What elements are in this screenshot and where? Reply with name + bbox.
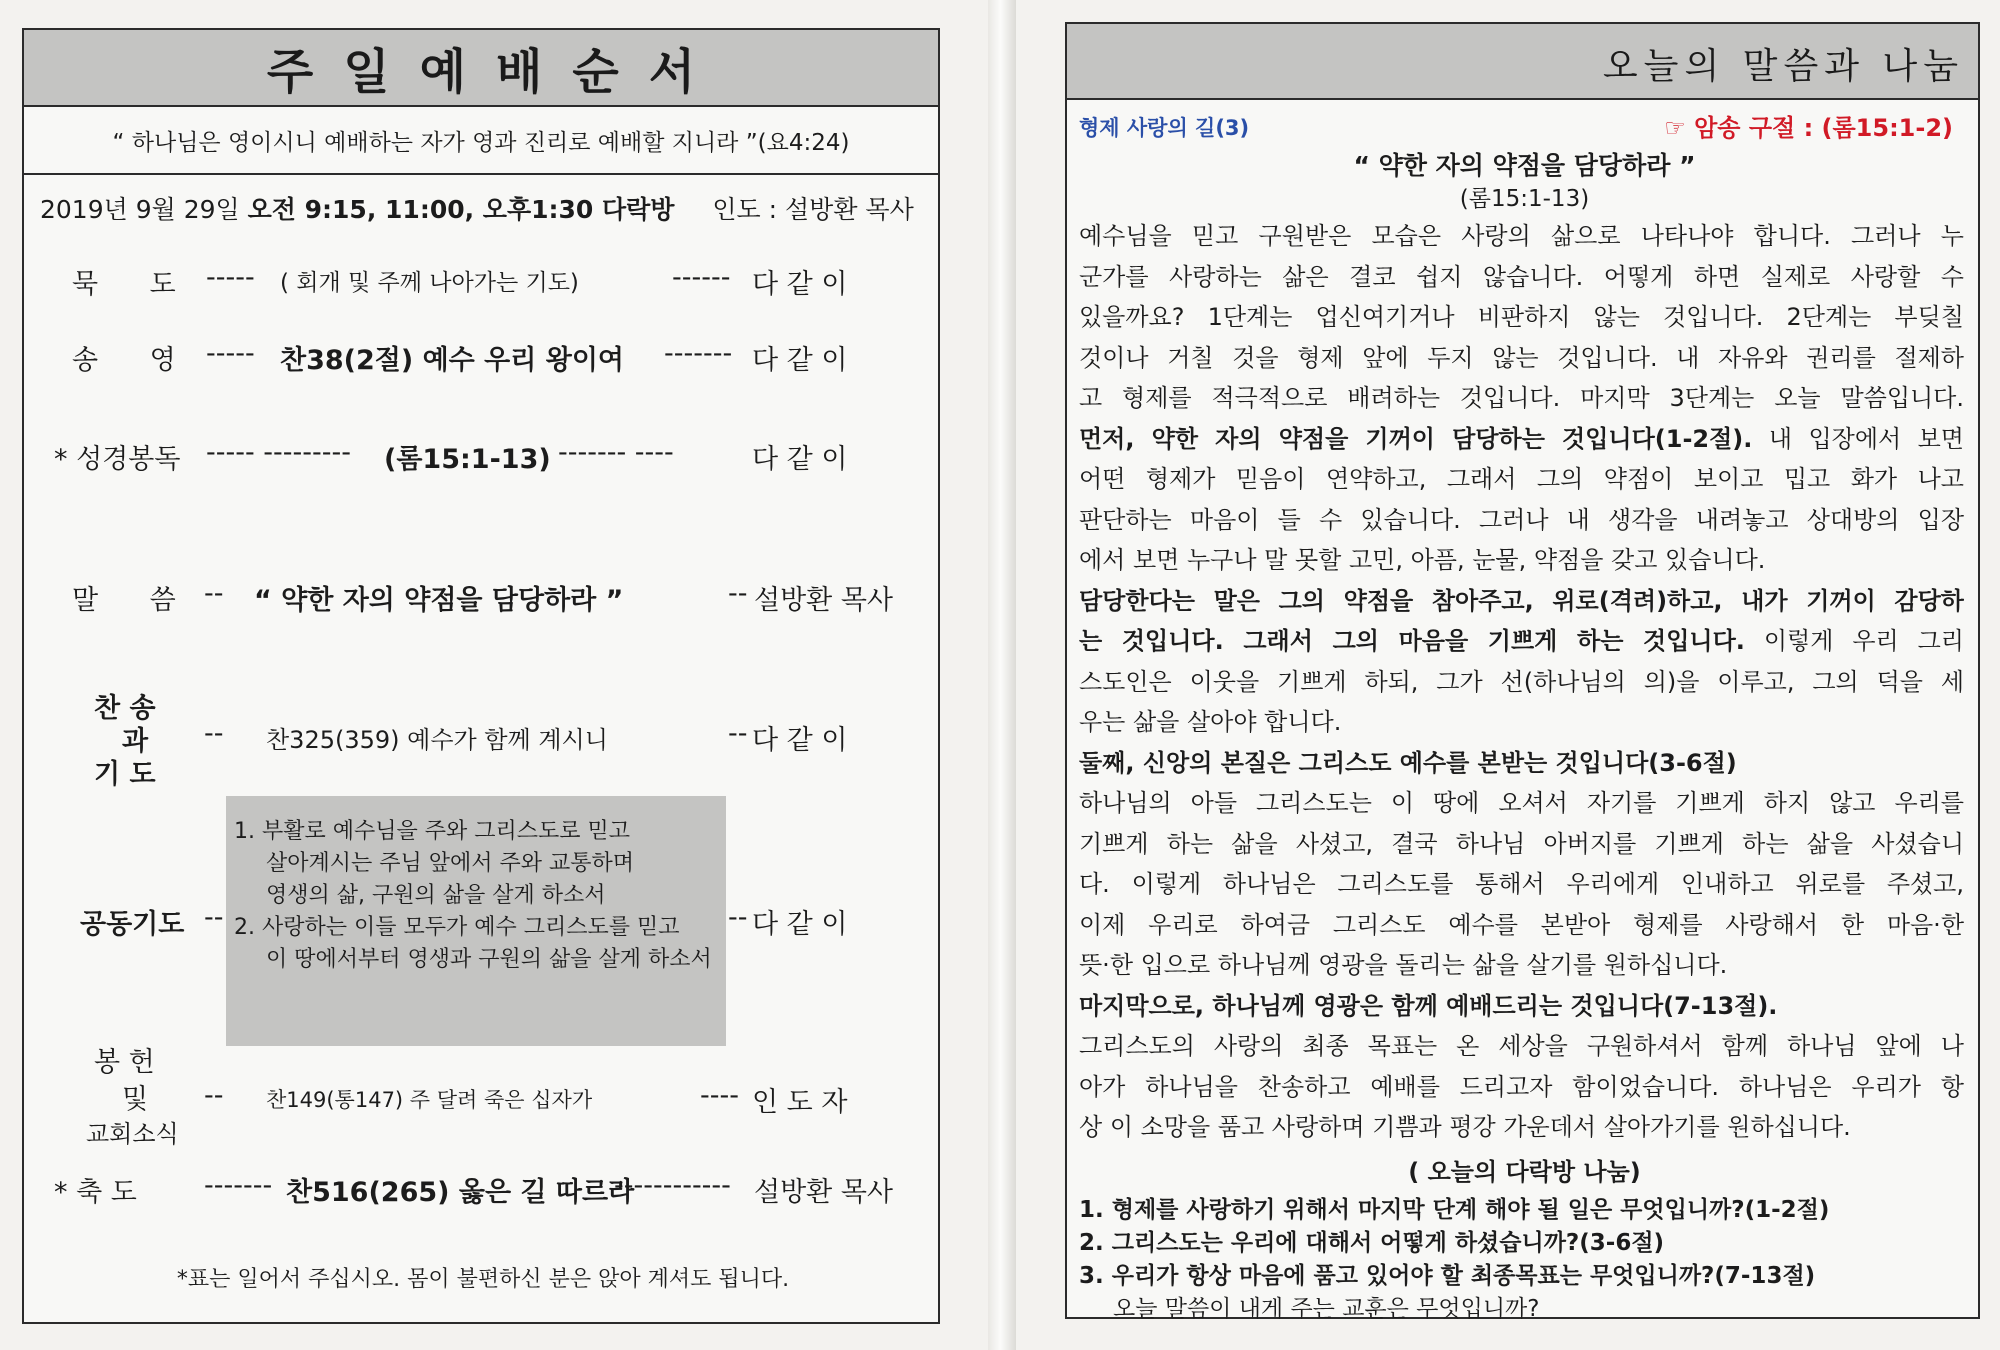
order-leader: 설방환 목사 xyxy=(754,1177,893,1208)
order-dashes: ------------ xyxy=(614,1170,731,1201)
discussion-question: 3. 우리가 항상 마음에 품고 있어야 할 최종목표는 무엇입니까?(7-13절) xyxy=(1079,1263,1816,1289)
prayer-line: 2. 사랑하는 이들 모두가 예수 그리스도를 믿고 xyxy=(234,915,680,940)
sermon-title: “ 약한 자의 약점을 담당하라 ” xyxy=(1353,151,1696,180)
order-content: 찬149(통147) 주 달려 죽은 십자가 xyxy=(266,1088,593,1112)
sermon-body-text: 있을까요? 1단계는 업신여기거나 비판하지 않는 것입니다. 2단계는 부딪칠 xyxy=(1079,303,1964,331)
order-label-line: 기 도 xyxy=(94,759,156,790)
order-label: 공동기도 xyxy=(80,909,185,940)
order-content: (롬15:1-13) xyxy=(384,444,551,475)
sermon-section-title: 오늘의 말씀과 나눔 xyxy=(1602,46,1964,87)
sermon-body-text: 다. 이렇게 하나님은 그리스도를 통해서 우리에게 인내하고 위로를 주셨고, xyxy=(1079,870,1964,898)
sermon-body-emphasis: 담당한다는 말은 그의 약점을 참아주고, 위로(격려)하고, 내가 기꺼이 감당하 xyxy=(1079,586,1964,615)
footer-note: *표는 일어서 주십시오. 몸이 불편하신 분은 앉아 계셔도 됩니다. xyxy=(176,1267,790,1292)
order-content: 찬325(359) 예수가 함께 계시니 xyxy=(266,726,608,754)
sermon-header xyxy=(1067,24,1978,100)
sermon-body-text: 뜻·한 입으로 하나님께 영광을 돌리는 삶을 살기를 원하십니다. xyxy=(1079,951,1728,979)
sermon-body-text: 상 이 소망을 품고 사랑하며 기쁨과 평강 가운데서 살아가기를 원하십니다. xyxy=(1079,1113,1851,1141)
page-fold xyxy=(988,0,1016,1350)
order-content: 찬38(2절) 예수 우리 왕이여 xyxy=(280,345,624,376)
order-dashes: ------ xyxy=(672,262,731,293)
memory-verse: ☞ 암송 구절 : (롬15:1-2) xyxy=(1664,114,1953,142)
sermon-body-line xyxy=(1079,621,1964,662)
order-leader: 다 같 이 xyxy=(752,345,848,376)
sermon-body-line xyxy=(1079,945,1964,986)
sermon-body-text: 우는 삶을 살아야 합니다. xyxy=(1079,708,1342,736)
order-label: * 성경봉독 xyxy=(54,444,181,475)
sermon-body-text: 예수님을 믿고 구원받은 모습은 사랑의 삶으로 나타나야 합니다. 그러나 누 xyxy=(1079,222,1964,250)
sermon-body-text: 것이나 거칠 것을 형제 앞에 두지 않는 것입니다. 내 자유와 권리를 절제하 xyxy=(1079,343,1964,372)
sermon-body-line xyxy=(1079,864,1964,905)
order-item xyxy=(24,1040,942,1150)
sermon-body-line xyxy=(1079,500,1964,541)
order-content: ( 회개 및 주께 나아가는 기도) xyxy=(280,270,579,296)
sermon-body-line xyxy=(1079,783,1964,824)
order-dashes: ----- xyxy=(206,262,255,293)
service-times: 오전 9:15, 11:00, 오후1:30 다락방 xyxy=(247,195,675,224)
order-leader: 설방환 목사 xyxy=(754,585,893,616)
order-label: 송 영 xyxy=(72,345,176,376)
sermon-body-text: 내 입장에서 보면 xyxy=(1752,424,1964,453)
sermon-body-text: 이렇게 우리 그리 xyxy=(1744,627,1964,655)
order-label-line: 찬 송 xyxy=(94,693,156,724)
sermon-body xyxy=(1079,216,1964,1148)
order-dashes: ------- xyxy=(204,1170,273,1201)
sermon-reference: (롬15:1-13) xyxy=(1459,186,1590,212)
order-content: “ 약한 자의 약점을 담당하라 ” xyxy=(254,585,624,616)
order-dashes: -- xyxy=(204,902,224,933)
sermon-body-line xyxy=(1079,216,1964,257)
worship-order-title: 주일예배순서 xyxy=(266,44,726,100)
discussion-question: 2. 그리스도는 우리에 대해서 어떻게 하셨습니까?(3-6절) xyxy=(1079,1230,1665,1256)
sermon-body-text: 에서 보면 누구나 말 못할 고민, 아픔, 눈물, 약점을 갖고 있습니다. xyxy=(1079,546,1766,574)
order-leader: 인 도 자 xyxy=(752,1087,848,1118)
sermon-body-text: 군가를 사랑하는 삶은 결코 쉽지 않습니다. 어떻게 하면 실제로 사랑할 수 xyxy=(1079,262,1964,291)
sermon-body-line xyxy=(1079,824,1964,865)
order-label: * 축 도 xyxy=(54,1177,137,1208)
order-dashes: -- xyxy=(204,718,224,749)
order-dashes: -- xyxy=(204,1080,224,1111)
order-leader: 다 같 이 xyxy=(752,909,848,940)
order-item xyxy=(24,686,942,796)
order-dashes: -- xyxy=(204,578,224,609)
sermon-body-line xyxy=(1079,702,1964,743)
sermon-body-text: 아가 하나님을 찬송하고 예배를 드리고자 함이었습니다. 하나님은 우리가 항 xyxy=(1079,1072,1964,1101)
order-label: 묵 도 xyxy=(72,269,176,300)
discussion-title: ( 오늘의 다락방 나눔) xyxy=(1408,1158,1641,1186)
sermon-body-line xyxy=(1079,581,1964,622)
sermon-body-line xyxy=(1079,297,1964,338)
order-content: 찬516(265) 옳은 길 따르라 xyxy=(286,1177,635,1208)
sermon-body-text: 판단하는 마음이 들 수 있습니다. 그러나 내 생각을 내려놓고 상대방의 입장 xyxy=(1079,505,1964,534)
prayer-line: 1. 부활로 예수님을 주와 그리스도로 믿고 xyxy=(234,819,630,844)
service-date: 2019년 9월 29일 xyxy=(40,195,240,224)
discussion-question: 1. 형제를 사랑하기 위해서 마지막 단계 해야 될 일은 무엇입니까?(1-2절) xyxy=(1079,1197,1830,1223)
sermon-body-text: 하나님의 아들 그리스도는 이 땅에 오셔서 자기를 기쁘게 하지 않고 우리를 xyxy=(1079,789,1964,817)
sermon-body-line xyxy=(1079,1026,1964,1067)
sermon-panel xyxy=(1065,22,1980,1322)
sermon-body-emphasis: 먼저, 약한 자의 약점을 기꺼이 담당하는 것입니다(1-2절). xyxy=(1079,424,1753,453)
order-dashes: ------- xyxy=(664,338,733,369)
order-dashes: ------- ---- xyxy=(558,437,674,468)
worship-order-panel xyxy=(22,28,940,1324)
order-label-line: 과 xyxy=(122,726,149,757)
order-label-line: 교회소식 xyxy=(86,1120,179,1148)
service-leader: 인도 : 설방환 목사 xyxy=(712,195,914,224)
order-leader: 다 같 이 xyxy=(752,725,848,756)
sermon-body-text: 그리스도의 사랑의 최종 목표는 온 세상을 구원하셔서 함께 하나님 앞에 나 xyxy=(1079,1032,1964,1060)
sermon-body-emphasis: 마지막으로, 하나님께 영광은 함께 예배드리는 것입니다(7-13절). xyxy=(1079,991,1778,1020)
series-label: 형제 사랑의 길(3) xyxy=(1079,116,1250,140)
sermon-body-line xyxy=(1079,257,1964,298)
sermon-body-text: 고 형제를 적극적으로 배려하는 것입니다. 마지막 3단계는 오늘 말씀입니다. xyxy=(1079,384,1964,412)
sermon-body-text: 기쁘게 하는 삶을 사셨고, 결국 하나님 아버지를 기쁘게 하는 삶을 사셨습니 xyxy=(1079,829,1964,858)
order-label-line: 및 xyxy=(122,1084,149,1115)
order-dashes: ----- --------- xyxy=(206,437,351,468)
sermon-body-line xyxy=(1079,662,1964,703)
order-dashes: -- xyxy=(728,902,748,933)
order-dashes: -- xyxy=(728,578,748,609)
service-info xyxy=(40,190,930,226)
order-label-line: 봉 헌 xyxy=(94,1047,155,1078)
sermon-body-line xyxy=(1079,1067,1964,1108)
sermon-body-line xyxy=(1079,540,1964,581)
sermon-body-line xyxy=(1079,905,1964,946)
order-leader: 다 같 이 xyxy=(752,269,848,300)
sermon-body-line xyxy=(1079,743,1964,784)
order-dashes: -- xyxy=(728,718,748,749)
sermon-body-line xyxy=(1079,986,1964,1027)
order-leader: 다 같 이 xyxy=(752,444,848,475)
discussion-question: 오늘 말씀이 내게 주는 교훈은 무엇입니까? xyxy=(1113,1296,1540,1322)
order-dashes: ----- xyxy=(206,338,255,369)
scripture-quote: “ 하나님은 영이시니 예배하는 자가 영과 진리로 예배할 지니라 ”(요4:24) xyxy=(24,107,938,175)
order-dashes: ---- xyxy=(700,1080,739,1111)
sermon-body-text: 이제 우리로 하여금 그리스도 예수를 본받아 형제를 사랑해서 한 마음·한 xyxy=(1079,910,1964,939)
sermon-body-emphasis: 둘째, 신앙의 본질은 그리스도 예수를 본받는 것입니다(3-6절) xyxy=(1079,748,1737,777)
sermon-body-emphasis: 는 것입니다. 그래서 그의 마음을 기쁘게 하는 것입니다. xyxy=(1079,627,1745,655)
common-prayer-box xyxy=(226,796,726,1046)
prayer-line: 영생의 삶, 구원의 삶을 살게 하소서 xyxy=(266,883,606,908)
sermon-body-text: 스도인은 이웃을 기쁘게 하되, 그가 선(하나님의 의)을 이루고, 그의 덕을 세 xyxy=(1079,667,1964,696)
sermon-body-line xyxy=(1079,419,1964,460)
prayer-line: 이 땅에서부터 영생과 구원의 삶을 살게 하소서 xyxy=(266,947,712,972)
worship-order-header xyxy=(24,30,938,107)
sermon-body-line xyxy=(1079,378,1964,419)
order-label: 말 씀 xyxy=(72,585,176,616)
sermon-body-line xyxy=(1079,459,1964,500)
sermon-body-text: 어떤 형제가 믿음이 연약하고, 그래서 그의 약점이 보이고 밉고 화가 나고 xyxy=(1079,465,1964,493)
sermon-body-line xyxy=(1079,1107,1964,1148)
prayer-line: 살아계시는 주님 앞에서 주와 교통하며 xyxy=(266,851,635,876)
sermon-body-line xyxy=(1079,338,1964,379)
